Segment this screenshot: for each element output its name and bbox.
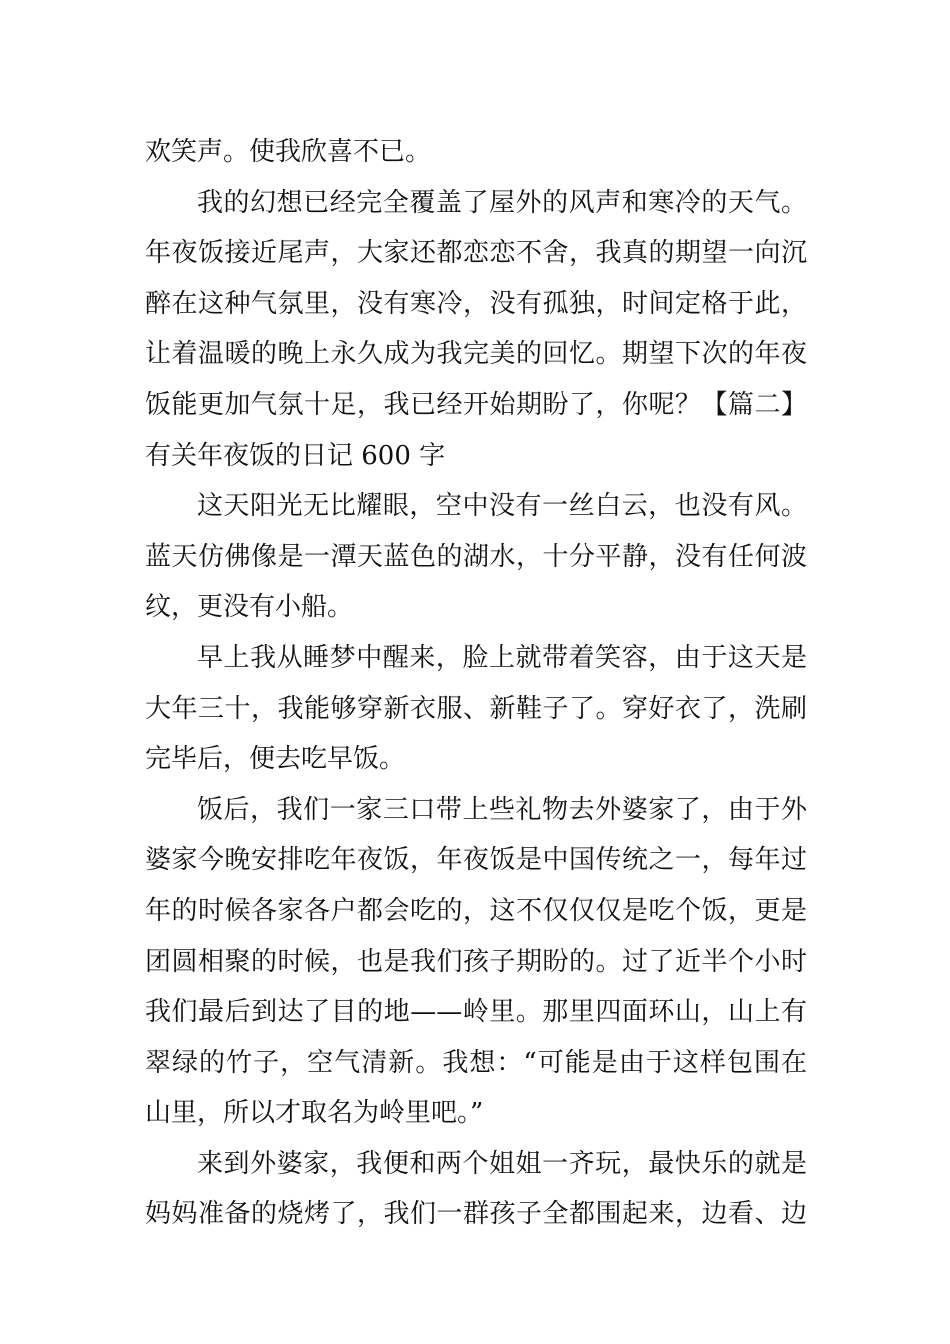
text-line: 纹，更没有小船。 <box>145 592 354 623</box>
text-line: 这天阳光无比耀眼，空中没有一丝白云，也没有风。 <box>197 491 807 522</box>
text-line: 完毕后，便去吃早饭。 <box>145 744 406 775</box>
text-line: 翠绿的竹子，空气清新。我想：“可能是由于这样包围在 <box>145 1047 807 1078</box>
text-line: 饭能更加气氛十足，我已经开始期盼了，你呢？【篇二】 <box>145 389 807 420</box>
text-line: 大年三十，我能够穿新衣服、新鞋子了。穿好衣了，洗刷 <box>145 693 807 724</box>
text-line: 醉在这种气氛里，没有寒冷，没有孤独，时间定格于此， <box>145 288 807 319</box>
text-line: 早上我从睡梦中醒来，脸上就带着笑容，由于这天是 <box>197 642 807 673</box>
document-body <box>145 127 807 1240</box>
text-line: 饭后，我们一家三口带上些礼物去外婆家了，由于外 <box>197 794 807 825</box>
text-line: 我的幻想已经完全覆盖了屋外的风声和寒冷的天气。 <box>197 187 807 218</box>
text-line: 欢笑声。使我欣喜不已。 <box>145 137 432 167</box>
text-line: 让着温暖的晚上永久成为我完美的回忆。期望下次的年夜 <box>145 339 807 370</box>
text-line: 来到外婆家，我便和两个姐姐一齐玩，最快乐的就是 <box>197 1148 807 1179</box>
text-line: 山里，所以才取名为岭里吧。” <box>145 1098 484 1129</box>
text-line: 年的时候各家各户都会吃的，这不仅仅仅是吃个饭，更是 <box>145 895 807 926</box>
text-line: 婆家今晚安排吃年夜饭，年夜饭是中国传统之一，每年过 <box>145 845 807 876</box>
section-title-line: 有关年夜饭的日记 600 字 <box>145 440 446 471</box>
text-line: 妈妈准备的烧烤了，我们一群孩子全都围起来，边看、边 <box>145 1199 807 1230</box>
text-line: 年夜饭接近尾声，大家还都恋恋不舍，我真的期望一向沉 <box>145 238 807 269</box>
text-line: 我们最后到达了目的地——岭里。那里四面环山，山上有 <box>145 997 807 1028</box>
text-line: 蓝天仿佛像是一潭天蓝色的湖水，十分平静，没有任何波 <box>145 541 807 572</box>
text-line: 团圆相聚的时候，也是我们孩子期盼的。过了近半个小时 <box>145 946 807 977</box>
